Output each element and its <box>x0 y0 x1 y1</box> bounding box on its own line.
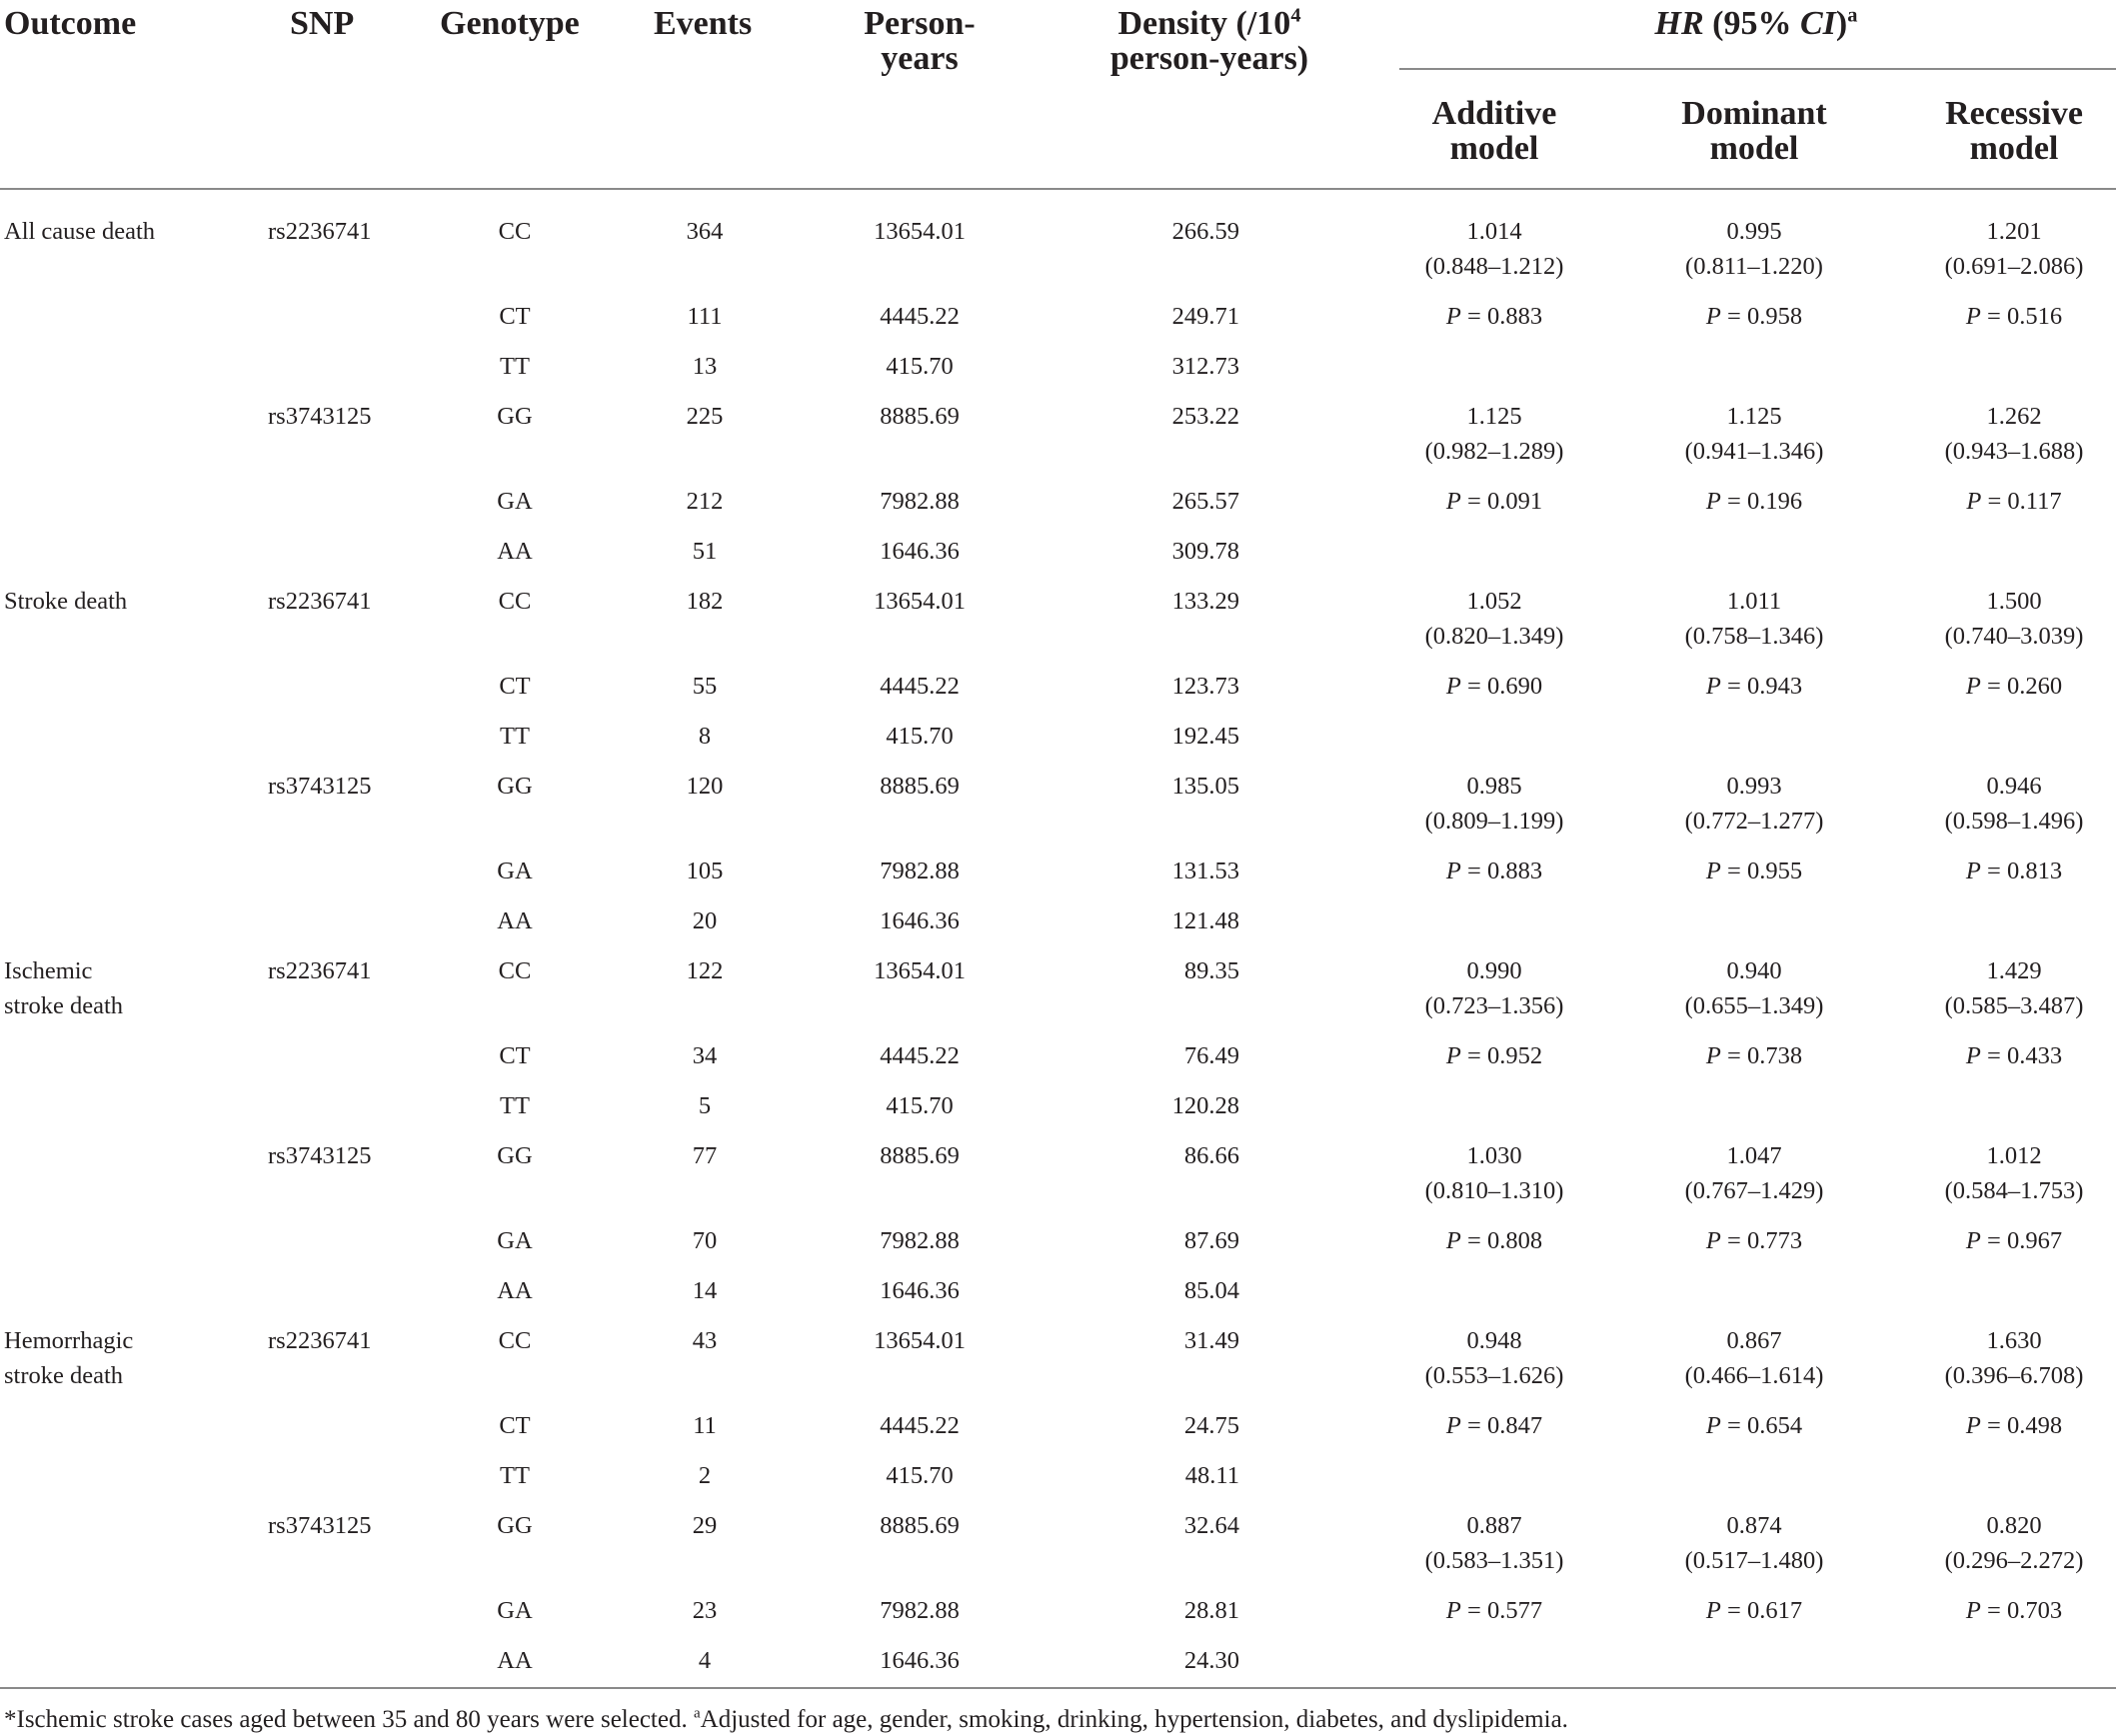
hr-recessive-value: 1.429 <box>1986 957 2042 984</box>
p-label: P <box>1445 1412 1461 1439</box>
p-value: = 0.847 <box>1460 1412 1543 1439</box>
person-years-cell: 13654.01 <box>874 1327 966 1354</box>
p-value: = 0.516 <box>1980 303 2063 330</box>
person-years-cell: 4445.22 <box>880 303 960 330</box>
hr-additive-ci: (0.809–1.199) <box>1424 808 1564 835</box>
events-cell: 43 <box>692 1327 718 1354</box>
person-years-cell: 13654.01 <box>874 588 966 615</box>
events-cell: 20 <box>692 907 718 934</box>
hr-dominant-p <box>1659 1038 1849 1073</box>
p-value: = 0.943 <box>1720 673 1803 700</box>
hr-additive-value: 1.014 <box>1466 218 1522 245</box>
outcome-name: Stroke death <box>4 588 128 615</box>
density-cell: 249.71 <box>1171 303 1239 330</box>
hr-additive-ci: (0.553–1.626) <box>1424 1362 1564 1389</box>
hr-additive-value: 0.948 <box>1466 1327 1522 1354</box>
hr-additive-value: 0.887 <box>1466 1512 1522 1539</box>
p-value: = 0.967 <box>1980 1227 2063 1254</box>
events-cell: 111 <box>687 303 723 330</box>
events-cell: 23 <box>692 1597 718 1624</box>
hr-dominant-p <box>1659 1223 1849 1258</box>
hr-additive-value: 1.030 <box>1466 1142 1522 1169</box>
person-years-cell: 415.70 <box>886 1462 954 1489</box>
density-cell: 86.66 <box>1183 1142 1239 1169</box>
outcome-name: Ischemic <box>4 957 93 984</box>
p-label: P <box>1445 303 1461 330</box>
density-cell: 123.73 <box>1171 673 1239 700</box>
p-label: P <box>1705 1597 1721 1624</box>
p-label: P <box>1445 1042 1461 1069</box>
genotype-cell: CC <box>498 957 532 984</box>
hr-recessive-ci: (0.598–1.496) <box>1944 808 2084 835</box>
hr-additive-p <box>1399 299 1589 334</box>
hr-additive-value: 0.990 <box>1466 957 1522 984</box>
density-cell: 312.73 <box>1171 353 1239 380</box>
hr-recessive-p <box>1919 1223 2109 1258</box>
hr-recessive-p <box>1919 669 2109 704</box>
person-years-cell: 7982.88 <box>880 1227 960 1254</box>
p-value: = 0.883 <box>1460 303 1543 330</box>
genotype-cell: GA <box>497 1227 533 1254</box>
person-years-cell: 8885.69 <box>880 1142 960 1169</box>
density-cell: 266.59 <box>1171 218 1239 245</box>
p-label: P <box>1965 1227 1981 1254</box>
hr-dominant-p <box>1659 1593 1849 1628</box>
p-label: P <box>1966 488 1982 515</box>
genotype-cell: CT <box>499 1412 531 1439</box>
genotype-cell: TT <box>500 353 530 380</box>
density-cell: 24.75 <box>1183 1412 1239 1439</box>
hr-dominant-value: 0.995 <box>1726 218 1782 245</box>
genotype-cell: AA <box>497 1647 533 1674</box>
hr-recessive-p <box>1919 854 2109 888</box>
events-cell: 29 <box>692 1512 718 1539</box>
header-outcome: Outcome <box>4 5 137 42</box>
genotype-cell: GA <box>497 858 533 884</box>
genotype-cell: CC <box>498 588 532 615</box>
events-cell: 364 <box>686 218 724 245</box>
hr-recessive-p <box>1919 1593 2109 1628</box>
hr-dominant-ci: (0.466–1.614) <box>1684 1362 1824 1389</box>
density-cell: 120.28 <box>1171 1092 1239 1119</box>
hr-dominant-ci: (0.517–1.480) <box>1684 1547 1824 1574</box>
header-dominant-model: Dominant model <box>1681 95 1827 167</box>
snp-id: rs2236741 <box>268 957 372 984</box>
hr-recessive-value: 1.201 <box>1986 218 2042 245</box>
hr-recessive-p <box>1919 299 2109 334</box>
p-value: = 0.813 <box>1980 858 2063 884</box>
p-value: = 0.260 <box>1980 673 2063 700</box>
genotype-cell: GG <box>497 1512 533 1539</box>
outcome-name: stroke death <box>4 992 124 1019</box>
hr-dominant-value: 0.867 <box>1726 1327 1782 1354</box>
p-value: = 0.617 <box>1720 1597 1803 1624</box>
p-value: = 0.883 <box>1460 858 1543 884</box>
hr-recessive-p <box>1919 484 2109 519</box>
person-years-cell: 8885.69 <box>880 773 960 800</box>
events-cell: 120 <box>686 773 724 800</box>
header-recessive-model: Recessive model <box>1945 95 2083 167</box>
genotype-cell: TT <box>500 1092 530 1119</box>
hr-recessive-ci: (0.585–3.487) <box>1944 992 2084 1019</box>
p-label: P <box>1705 303 1721 330</box>
snp-id: rs2236741 <box>268 588 372 615</box>
p-label: P <box>1965 1597 1981 1624</box>
hr-dominant-value: 1.047 <box>1726 1142 1782 1169</box>
genotype-cell: GG <box>497 773 533 800</box>
p-value: = 0.738 <box>1720 1042 1803 1069</box>
hr-recessive-ci: (0.943–1.688) <box>1944 438 2084 465</box>
events-cell: 51 <box>692 538 718 565</box>
density-cell: 87.69 <box>1183 1227 1239 1254</box>
p-value: = 0.654 <box>1720 1412 1803 1439</box>
p-value: = 0.091 <box>1460 488 1543 515</box>
events-cell: 4 <box>698 1647 712 1674</box>
hr-recessive-value: 1.012 <box>1986 1142 2042 1169</box>
hr-additive-p <box>1399 854 1589 888</box>
p-value: = 0.958 <box>1720 303 1803 330</box>
p-value: = 0.117 <box>1981 488 2062 515</box>
person-years-cell: 8885.69 <box>880 1512 960 1539</box>
hr-additive-p <box>1399 1593 1589 1628</box>
person-years-cell: 7982.88 <box>880 858 960 884</box>
hr-dominant-value: 1.125 <box>1726 403 1782 430</box>
person-years-cell: 1646.36 <box>880 1647 960 1674</box>
p-label: P <box>1705 1042 1721 1069</box>
footnote: *Ischemic stroke cases aged between 35 and 80 years were selected. $^a$Adjusted for age, gender, smoking, drinking, hypertension, diabetes, and dyslipidemia. <box>4 1705 1568 1733</box>
p-label: P <box>1705 488 1721 515</box>
events-cell: 11 <box>693 1412 717 1439</box>
density-cell: 265.57 <box>1171 488 1239 515</box>
header-events: Events <box>654 5 753 42</box>
hr-additive-p <box>1399 1038 1589 1073</box>
density-cell: 309.78 <box>1171 538 1239 565</box>
hr-dominant-p <box>1659 854 1849 888</box>
p-label: P <box>1965 1042 1981 1069</box>
hr-recessive-ci: (0.740–3.039) <box>1944 623 2084 650</box>
hr-additive-ci: (0.583–1.351) <box>1424 1547 1564 1574</box>
person-years-cell: 8885.69 <box>880 403 960 430</box>
density-cell: 89.35 <box>1183 957 1239 984</box>
person-years-cell: 415.70 <box>886 1092 954 1119</box>
genotype-cell: CT <box>499 1042 531 1069</box>
header-density-line2: person-years) <box>1109 40 1309 77</box>
hr-recessive-value: 1.630 <box>1986 1327 2042 1354</box>
density-cell: 31.49 <box>1183 1327 1239 1354</box>
density-cell: 85.04 <box>1183 1277 1239 1304</box>
density-cell: 28.81 <box>1183 1597 1239 1624</box>
genotype-cell: GG <box>497 403 533 430</box>
person-years-cell: 415.70 <box>886 353 954 380</box>
hr-recessive-ci: (0.396–6.708) <box>1944 1362 2084 1389</box>
events-cell: 8 <box>698 723 712 750</box>
density-cell: 76.49 <box>1183 1042 1239 1069</box>
outcome-name: Hemorrhagic <box>4 1327 134 1354</box>
person-years-cell: 415.70 <box>886 723 954 750</box>
hr-dominant-value: 0.940 <box>1726 957 1782 984</box>
snp-id: rs2236741 <box>268 1327 372 1354</box>
hr-additive-value: 0.985 <box>1466 773 1522 800</box>
p-label: P <box>1445 1227 1461 1254</box>
events-cell: 2 <box>698 1462 712 1489</box>
genotype-cell: AA <box>497 907 533 934</box>
header-snp: SNP <box>290 5 355 42</box>
header-hr: HR (95% CI)$^a$ <box>1654 4 1858 42</box>
hr-recessive-value: 0.820 <box>1986 1512 2042 1539</box>
p-label: P <box>1705 673 1721 700</box>
outcome-name: stroke death <box>4 1362 124 1389</box>
hr-recessive-value: 1.500 <box>1986 588 2042 615</box>
genotype-cell: TT <box>500 1462 530 1489</box>
person-years-cell: 1646.36 <box>880 1277 960 1304</box>
p-value: = 0.433 <box>1980 1042 2063 1069</box>
genotype-cell: CC <box>498 218 532 245</box>
hr-recessive-value: 1.262 <box>1986 403 2042 430</box>
genotype-cell: GA <box>497 1597 533 1624</box>
hr-dominant-p <box>1659 299 1849 334</box>
person-years-cell: 7982.88 <box>880 488 960 515</box>
hr-dominant-ci: (0.767–1.429) <box>1684 1177 1824 1204</box>
p-label: P <box>1445 858 1461 884</box>
density-cell: 135.05 <box>1171 773 1239 800</box>
hr-additive-p <box>1399 669 1589 704</box>
density-cell: 192.45 <box>1171 723 1239 750</box>
density-cell: 131.53 <box>1171 858 1239 884</box>
hr-dominant-p <box>1659 1408 1849 1443</box>
hr-additive-ci: (0.723–1.356) <box>1424 992 1564 1019</box>
density-cell: 253.22 <box>1171 403 1239 430</box>
p-label: P <box>1965 673 1981 700</box>
p-label: P <box>1445 673 1461 700</box>
p-label: P <box>1705 1412 1721 1439</box>
p-label: P <box>1445 1597 1461 1624</box>
table-bottom-rule <box>0 1687 2116 1689</box>
hr-additive-ci: (0.848–1.212) <box>1424 253 1564 280</box>
p-value: = 0.773 <box>1720 1227 1803 1254</box>
snp-id: rs3743125 <box>268 773 372 800</box>
header-person-years-line2: years <box>881 40 959 77</box>
snp-id: rs3743125 <box>268 1512 372 1539</box>
snp-id: rs2236741 <box>268 218 372 245</box>
hr-dominant-ci: (0.655–1.349) <box>1684 992 1824 1019</box>
events-cell: 5 <box>698 1092 712 1119</box>
hr-dominant-value: 0.993 <box>1726 773 1782 800</box>
genotype-cell: CC <box>498 1327 532 1354</box>
events-cell: 122 <box>686 957 724 984</box>
hr-dominant-p <box>1659 484 1849 519</box>
events-cell: 14 <box>692 1277 718 1304</box>
hr-additive-value: 1.125 <box>1466 403 1522 430</box>
events-cell: 70 <box>692 1227 718 1254</box>
density-cell: 133.29 <box>1171 588 1239 615</box>
genotype-cell: AA <box>497 1277 533 1304</box>
density-cell: 32.64 <box>1183 1512 1239 1539</box>
hr-dominant-ci: (0.758–1.346) <box>1684 623 1824 650</box>
outcome-name: All cause death <box>4 218 156 245</box>
p-label: P <box>1445 488 1461 515</box>
p-label: P <box>1705 1227 1721 1254</box>
header-density-line1: Density ($/10^4$ <box>1117 4 1301 42</box>
hr-dominant-p <box>1659 669 1849 704</box>
hr-recessive-p <box>1919 1408 2109 1443</box>
p-label: P <box>1965 303 1981 330</box>
genotype-cell: GG <box>497 1142 533 1169</box>
person-years-cell: 13654.01 <box>874 218 966 245</box>
p-value: = 0.808 <box>1460 1227 1543 1254</box>
events-cell: 212 <box>686 488 724 515</box>
hr-additive-ci: (0.820–1.349) <box>1424 623 1564 650</box>
p-value: = 0.955 <box>1720 858 1803 884</box>
events-cell: 34 <box>692 1042 718 1069</box>
hr-additive-ci: (0.982–1.289) <box>1424 438 1564 465</box>
genotype-cell: GA <box>497 488 533 515</box>
p-value: = 0.577 <box>1460 1597 1543 1624</box>
hr-additive-p <box>1399 484 1589 519</box>
p-label: P <box>1965 1412 1981 1439</box>
hr-dominant-ci: (0.772–1.277) <box>1684 808 1824 835</box>
events-cell: 13 <box>692 353 718 380</box>
hr-dominant-value: 1.011 <box>1726 588 1782 615</box>
snp-id: rs3743125 <box>268 1142 372 1169</box>
hr-additive-ci: (0.810–1.310) <box>1424 1177 1564 1204</box>
hr-recessive-ci: (0.584–1.753) <box>1944 1177 2084 1204</box>
hr-dominant-value: 0.874 <box>1726 1512 1782 1539</box>
hr-dominant-ci: (0.811–1.220) <box>1685 253 1823 280</box>
person-years-cell: 13654.01 <box>874 957 966 984</box>
genotype-cell: TT <box>500 723 530 750</box>
person-years-cell: 7982.88 <box>880 1597 960 1624</box>
header-person-years-line1: Person- <box>864 5 976 42</box>
events-cell: 105 <box>686 858 724 884</box>
person-years-cell: 4445.22 <box>880 673 960 700</box>
genotype-cell: AA <box>497 538 533 565</box>
header-additive-model: Additive model <box>1431 95 1557 167</box>
hr-additive-p <box>1399 1408 1589 1443</box>
p-value: = 0.690 <box>1460 673 1543 700</box>
person-years-cell: 4445.22 <box>880 1412 960 1439</box>
person-years-cell: 1646.36 <box>880 538 960 565</box>
hr-additive-p <box>1399 1223 1589 1258</box>
genotype-cell: CT <box>499 303 531 330</box>
density-cell: 48.11 <box>1184 1462 1239 1489</box>
events-cell: 225 <box>686 403 724 430</box>
p-label: P <box>1705 858 1721 884</box>
hr-dominant-ci: (0.941–1.346) <box>1684 438 1824 465</box>
events-cell: 77 <box>692 1142 718 1169</box>
p-value: = 0.952 <box>1460 1042 1543 1069</box>
p-value: = 0.196 <box>1720 488 1803 515</box>
hr-recessive-value: 0.946 <box>1986 773 2042 800</box>
hr-recessive-ci: (0.296–2.272) <box>1944 1547 2084 1574</box>
density-cell: 121.48 <box>1171 907 1239 934</box>
hr-recessive-ci: (0.691–2.086) <box>1944 253 2084 280</box>
header-genotype: Genotype <box>440 5 580 42</box>
hr-recessive-p <box>1919 1038 2109 1073</box>
p-label: P <box>1965 858 1981 884</box>
events-cell: 55 <box>692 673 718 700</box>
p-value: = 0.703 <box>1980 1597 2063 1624</box>
p-value: = 0.498 <box>1980 1412 2063 1439</box>
person-years-cell: 1646.36 <box>880 907 960 934</box>
snp-id: rs3743125 <box>268 403 372 430</box>
events-cell: 182 <box>686 588 724 615</box>
person-years-cell: 4445.22 <box>880 1042 960 1069</box>
density-cell: 24.30 <box>1183 1647 1239 1674</box>
hr-additive-value: 1.052 <box>1466 588 1522 615</box>
genotype-cell: CT <box>499 673 531 700</box>
